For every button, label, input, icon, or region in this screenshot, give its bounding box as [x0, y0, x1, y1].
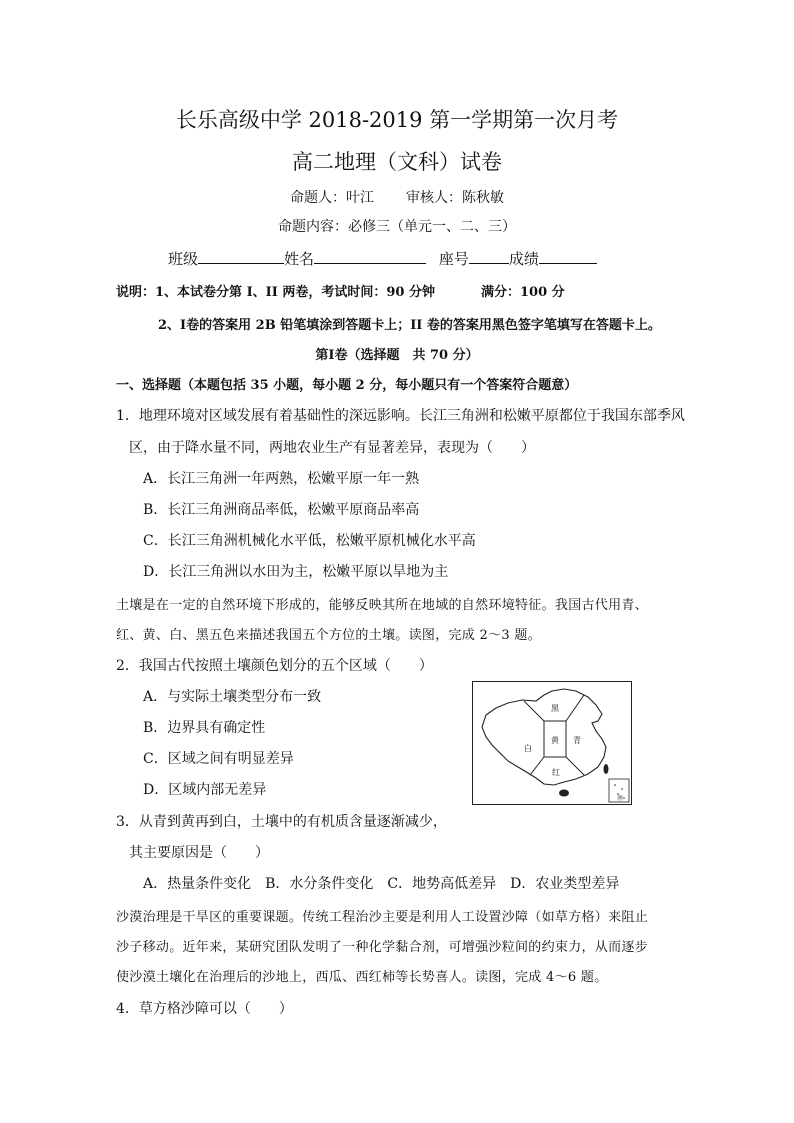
q1-option-a[interactable]: A．长江三角洲一年两熟，松嫩平原一年一熟	[143, 471, 420, 487]
q1-stem-line2: 区，由于降水量不同，两地农业生产有显著差异，表现为（ ）	[129, 440, 535, 456]
part-title: 一、选择题（本题包括 35 小题，每小题 2 分，每小题只有一个答案符合题意）	[116, 378, 578, 393]
q3-stem-line1: 3．从青到黄再到白，土壤中的有机质含量逐渐减少，	[116, 814, 447, 830]
q4-stem: 4．草方格沙障可以（ ）	[116, 1001, 293, 1017]
q1-option-c[interactable]: C．长江三角洲机械化水平低，松嫩平原机械化水平高	[143, 533, 476, 549]
passage1-line1: 土壤是在一定的自然环境下形成的，能够反映其所在地域的自然环境特征。我国古代用青、	[116, 598, 649, 613]
map-label-white: 白	[524, 744, 532, 753]
q2-option-d[interactable]: D．区域内部无差异	[143, 782, 267, 798]
china-soil-map-svg	[472, 681, 632, 805]
seat-label: 座号	[438, 250, 469, 268]
name-label: 姓名	[284, 250, 315, 268]
q1-option-b[interactable]: B．长江三角洲商品率低，松嫩平原商品率高	[143, 502, 420, 518]
map-label-red: 红	[552, 768, 560, 777]
author-label: 命题人：叶江	[290, 190, 374, 206]
name-blank[interactable]	[314, 248, 426, 264]
passage1-line2: 红、黄、白、黑五色来描述我国五个方位的土壤。读图，完成 2～3 题。	[116, 628, 542, 643]
map-label-cyan: 青	[573, 736, 581, 745]
class-blank[interactable]	[198, 248, 284, 264]
section-heading: 第Ⅰ卷（选择题 共 70 分）	[315, 348, 479, 363]
instructions-full-score: 满分：100 分	[481, 285, 565, 300]
taiwan-island	[604, 764, 609, 774]
class-label: 班级	[168, 250, 199, 268]
china-soil-map	[472, 681, 632, 805]
seat-blank[interactable]	[469, 248, 509, 264]
hainan-island	[559, 790, 569, 797]
q1-option-d[interactable]: D．长江三角洲以水田为主，松嫩平原以旱地为主	[143, 564, 449, 580]
exam-title: 长乐高级中学 2018-2019 第一学期第一次月考	[175, 108, 619, 132]
q2-option-c[interactable]: C．区域之间有明显差异	[143, 751, 294, 767]
q2-stem: 2．我国古代按照土壤颜色划分的五个区域（ ）	[116, 658, 433, 674]
q2-option-a[interactable]: A．与实际土壤类型分布一致	[143, 689, 322, 705]
passage2-line3: 使沙漠土壤化在治理后的沙地上，西瓜、西红柿等长势喜人。读图，完成 4～6 题。	[116, 970, 608, 985]
map-label-yellow: 黄	[551, 736, 559, 745]
passage2-line2: 沙子移动。近年来，某研究团队发明了一种化学黏合剂，可增强沙粒间的约束力，从而逐步	[116, 940, 649, 955]
instructions-line1: 说明：1、本试卷分第 I、II 两卷，考试时间：90 分钟	[116, 285, 435, 300]
reviewer-label: 审核人：陈秋敏	[406, 190, 504, 206]
instructions-line2: 2、Ⅰ卷的答案用 2B 铅笔填涂到答题卡上；II 卷的答案用黑色签字笔填写在答题卡上。	[158, 318, 661, 333]
content-label: 命题内容：必修三（单元一、二、三）	[278, 219, 516, 235]
info-fields	[168, 248, 597, 269]
passage2-line1: 沙漠治理是干旱区的重要课题。传统工程治沙主要是利用人工设置沙障（如草方格）来阻止	[116, 910, 649, 925]
map-label-black: 黑	[551, 704, 559, 713]
score-label: 成绩	[508, 250, 539, 268]
q1-stem-line1: 1．地理环境对区域发展有着基础性的深远影响。长江三角洲和松嫩平原都位于我国东部季风	[116, 408, 685, 424]
score-blank[interactable]	[539, 248, 597, 264]
q2-option-b[interactable]: B．边界具有确定性	[143, 720, 266, 736]
q3-options[interactable]: A．热量条件变化 B．水分条件变化 C．地势高低差异 D．农业类型差异	[143, 876, 620, 892]
map-label-inset: 南	[617, 795, 624, 802]
exam-subtitle: 高二地理（文科）试卷	[292, 150, 502, 174]
q3-stem-line2: 其主要原因是（ ）	[129, 845, 269, 861]
